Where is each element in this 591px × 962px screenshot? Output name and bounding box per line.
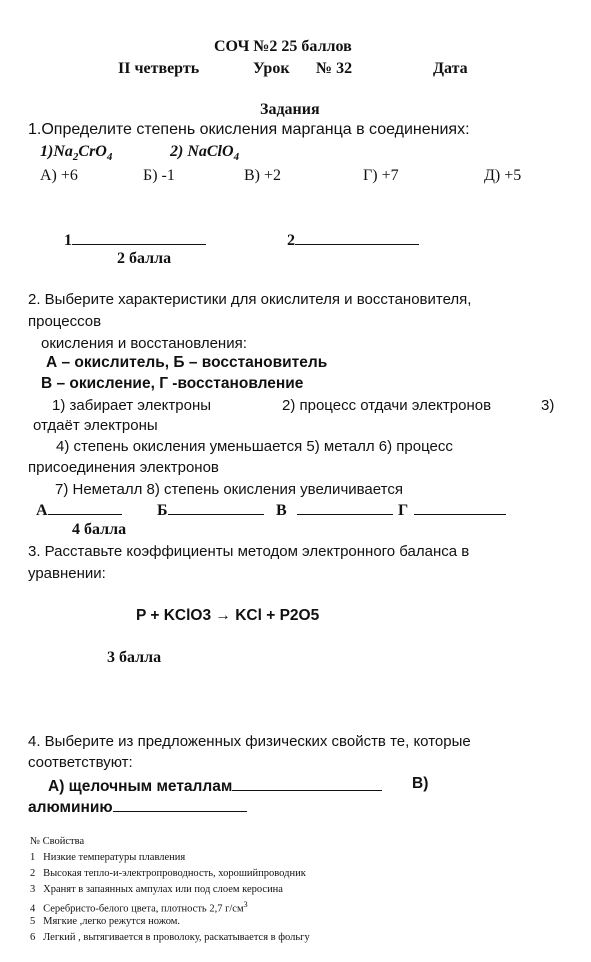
task4-line2: соответствуют: bbox=[28, 754, 133, 771]
tasks-heading: Задания bbox=[260, 101, 320, 118]
task2-blank-a: А bbox=[36, 499, 122, 520]
task4-part-b: алюминию bbox=[28, 796, 247, 817]
task1-answer2: 2 bbox=[287, 229, 419, 250]
doc-title: СОЧ №2 25 баллов bbox=[214, 38, 352, 55]
task2-blank-g: Г bbox=[398, 499, 506, 520]
task1-option-g: Г) +7 bbox=[363, 167, 399, 184]
task4-line1: 4. Выберите из предложенных физических свойств те, которые bbox=[28, 733, 471, 750]
task2-item3-number: 3) bbox=[541, 397, 555, 414]
property-row-1: 1 Низкие температуры плавления bbox=[30, 852, 186, 863]
task2-item3: отдаёт электроны bbox=[33, 417, 158, 434]
task2-blank-v: В bbox=[276, 499, 393, 520]
task2-roles: А – окислитель, Б – восстановитель bbox=[46, 354, 328, 371]
task2-item1: 1) забирает электроны bbox=[52, 397, 212, 414]
task1-question: 1.Определите степень окисления марганца в соединениях: bbox=[28, 121, 470, 138]
task2-items-4-6: 4) степень окисления уменьшается 5) металл 6) процесс bbox=[56, 438, 453, 455]
task2-items-7-8: 7) Неметалл 8) степень окисления увеличивается bbox=[55, 481, 403, 498]
task4-part-b-label: В) bbox=[412, 775, 429, 792]
quarter-label: II четверть bbox=[118, 60, 200, 77]
task1-option-d: Д) +5 bbox=[484, 167, 522, 184]
task1-option-b: Б) -1 bbox=[143, 167, 175, 184]
task1-answer1: 1 bbox=[64, 229, 206, 250]
property-row-6: 6 Легкий , вытягивается в проволоку, раскатывается в фольгу bbox=[30, 932, 310, 943]
task3-line2: уравнении: bbox=[28, 565, 106, 582]
task3-equation: P + KClO3 → KCl + P2O5 bbox=[136, 607, 320, 624]
task2-line3: окисления и восстановления: bbox=[41, 335, 247, 352]
property-row-5: 5 Мягкие ,легко режутся ножом. bbox=[30, 916, 181, 927]
task1-option-a: А) +6 bbox=[40, 167, 78, 184]
date-label: Дата bbox=[433, 60, 468, 77]
task1-compound2: 2) NaClO$_4$ bbox=[170, 143, 240, 164]
task2-processes: В – окисление, Г -восстановление bbox=[41, 375, 304, 392]
task3-points: 3 балла bbox=[107, 649, 162, 666]
property-row-4: 4 Серебристо-белого цвета, плотность 2,7 $г/см^3$ bbox=[30, 900, 248, 915]
task2-points: 4 балла bbox=[72, 521, 127, 538]
task2-item2: 2) процесс отдачи электронов bbox=[282, 397, 492, 414]
task1-points: 2 балла bbox=[117, 250, 172, 267]
task1-option-v: В) +2 bbox=[244, 167, 282, 184]
property-row-2: 2 Высокая тепло-и-электропроводность, хорошийпроводник bbox=[30, 868, 306, 879]
lesson-number: № 32 bbox=[316, 60, 353, 77]
task2-line2: процессов bbox=[28, 313, 102, 330]
lesson-label: Урок bbox=[253, 60, 290, 77]
task1-compound1: $1)Na_2CrO_4$ bbox=[40, 143, 113, 164]
task2-line1: 2. Выберите характеристики для окислителя и восстановителя, bbox=[28, 291, 472, 308]
task2-blank-b: Б bbox=[157, 499, 264, 520]
task3-line1: 3. Расставьте коэффициенты методом электронного баланса в bbox=[28, 543, 470, 560]
properties-header: № Свойства bbox=[30, 836, 85, 847]
task4-part-a: А) щелочным металлам bbox=[48, 775, 382, 796]
property-row-3: 3 Хранят в запаянных ампулах или под слоем керосина bbox=[30, 884, 283, 895]
task2-item6-cont: присоединения электронов bbox=[28, 459, 219, 476]
